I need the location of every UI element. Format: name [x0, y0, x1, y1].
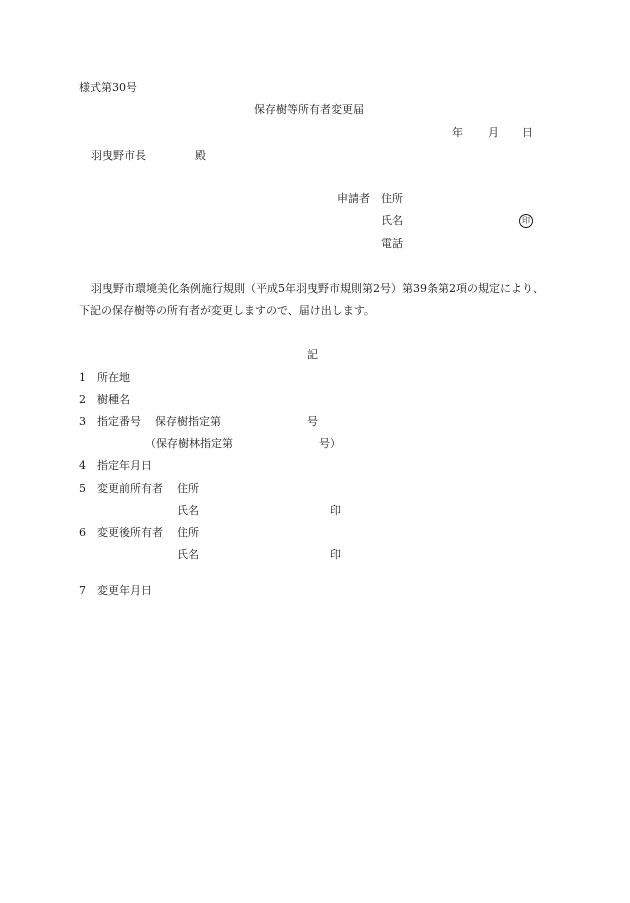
form-number: 様式第30号: [79, 81, 137, 94]
item-5-label: 変更前所有者: [97, 482, 163, 495]
item-6-seal: 印: [330, 548, 341, 561]
applicant-name-label: 氏名: [381, 214, 403, 227]
item-4-label: 指定年月日: [97, 459, 152, 472]
item-7-label: 変更年月日: [97, 584, 152, 597]
body-text-line-1: 羽曳野市環境美化条例施行規則（平成5年羽曳野市規則第2号）第39条第2項の規定により、: [91, 282, 544, 295]
item-5-address-label: 住所: [177, 482, 199, 495]
item-6-name-label: 氏名: [177, 548, 199, 561]
applicant-address-label: 住所: [381, 192, 403, 205]
seal-mark: 印: [519, 214, 533, 228]
item-5-seal: 印: [330, 504, 341, 517]
date-year-label: 年: [452, 126, 463, 139]
document-title: 保存樹等所有者変更届: [254, 103, 364, 116]
item-6-number: 6: [79, 526, 86, 539]
body-text-line-2: 下記の保存樹等の所有者が変更しますので、届け出します。: [79, 304, 375, 317]
item-6-label: 変更後所有者: [97, 526, 163, 539]
item-4-number: 4: [79, 459, 86, 472]
item-5-name-label: 氏名: [177, 504, 199, 517]
item-6-address-label: 住所: [177, 526, 199, 539]
notes-heading: 記: [307, 348, 318, 361]
item-2-label: 樹種名: [97, 393, 130, 406]
item-3-label: 指定番号: [97, 415, 141, 428]
item-3-number: 3: [79, 415, 86, 428]
applicant-seal-icon: [519, 214, 533, 228]
item-2-number: 2: [79, 393, 86, 406]
date-day-label: 日: [522, 126, 533, 139]
item-3-tree-suffix: 号: [307, 415, 318, 428]
item-3-forest-label: （保存樹林指定第: [145, 437, 233, 450]
item-1-number: 1: [79, 371, 86, 384]
item-5-number: 5: [79, 482, 86, 495]
item-7-number: 7: [79, 584, 86, 597]
applicant-phone-label: 電話: [381, 237, 403, 250]
date-month-label: 月: [488, 126, 499, 139]
applicant-label: 申請者: [337, 192, 370, 205]
item-3-forest-suffix: 号）: [319, 437, 341, 450]
item-3-tree-label: 保存樹指定第: [155, 415, 221, 428]
item-1-label: 所在地: [97, 371, 130, 384]
honorific: 殿: [195, 149, 206, 162]
addressee: 羽曳野市長: [91, 149, 146, 162]
